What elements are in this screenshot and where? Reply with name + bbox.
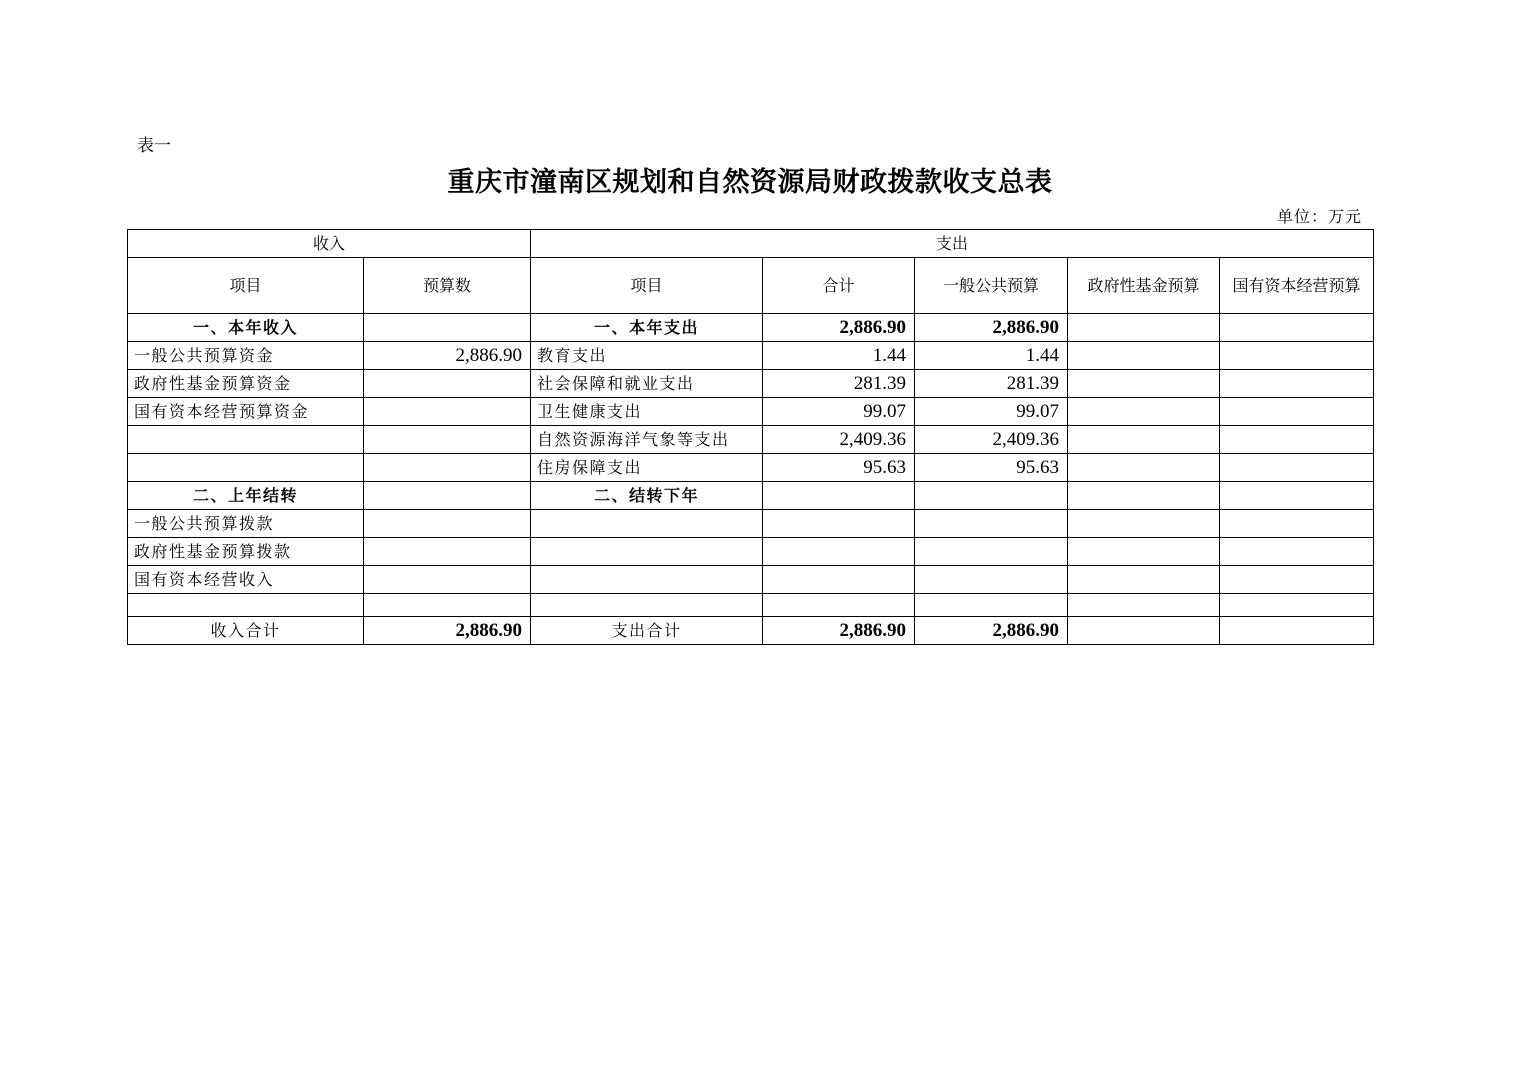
gov-fund-budget-header: 政府性基金预算 — [1068, 258, 1220, 314]
income-budget-cell — [364, 510, 531, 538]
income-budget-cell — [364, 370, 531, 398]
general-budget-cell: 99.07 — [915, 398, 1068, 426]
totals-row — [128, 617, 1374, 645]
income-item-cell — [128, 426, 364, 454]
state-capital-cell — [1220, 594, 1374, 617]
table-number-label: 表一 — [137, 136, 171, 156]
general-budget-total-value: 2,886.90 — [915, 617, 1068, 645]
total-header: 合计 — [763, 258, 915, 314]
total-cell: 1.44 — [763, 342, 915, 370]
general-budget-cell — [915, 538, 1068, 566]
group-header-row — [128, 230, 1374, 258]
expense-item-cell: 卫生健康支出 — [531, 398, 763, 426]
income-total-label: 收入合计 — [128, 617, 364, 645]
total-cell — [763, 566, 915, 594]
general-budget-cell — [915, 482, 1068, 510]
income-item-cell — [128, 594, 364, 617]
income-item-cell: 政府性基金预算资金 — [128, 370, 364, 398]
state-capital-cell — [1220, 314, 1374, 342]
income-item-header: 项目 — [128, 258, 364, 314]
expense-item-cell: 自然资源海洋气象等支出 — [531, 426, 763, 454]
state-capital-total-value — [1220, 617, 1374, 645]
general-budget-cell: 2,409.36 — [915, 426, 1068, 454]
gov-fund-cell — [1068, 426, 1220, 454]
general-budget-cell: 2,886.90 — [915, 314, 1068, 342]
total-cell — [763, 594, 915, 617]
general-budget-cell — [915, 594, 1068, 617]
expense-item-cell: 社会保障和就业支出 — [531, 370, 763, 398]
table-row — [128, 454, 1374, 482]
total-cell — [763, 510, 915, 538]
state-capital-cell — [1220, 426, 1374, 454]
gov-fund-cell — [1068, 538, 1220, 566]
income-item-cell: 一般公共预算拨款 — [128, 510, 364, 538]
gov-fund-cell — [1068, 594, 1220, 617]
state-capital-cell — [1220, 342, 1374, 370]
income-budget-cell — [364, 426, 531, 454]
income-budget-cell — [364, 454, 531, 482]
table-row — [128, 510, 1374, 538]
expense-item-cell: 二、结转下年 — [531, 482, 763, 510]
unit-label: 单位：万元 — [1276, 207, 1362, 226]
gov-fund-cell — [1068, 482, 1220, 510]
total-cell: 2,886.90 — [763, 314, 915, 342]
expense-item-cell — [531, 510, 763, 538]
income-total-value: 2,886.90 — [364, 617, 531, 645]
gov-fund-cell — [1068, 566, 1220, 594]
table-row — [128, 398, 1374, 426]
gov-fund-total-value — [1068, 617, 1220, 645]
general-budget-header: 一般公共预算 — [915, 258, 1068, 314]
gov-fund-cell — [1068, 314, 1220, 342]
income-budget-cell — [364, 566, 531, 594]
gov-fund-cell — [1068, 342, 1220, 370]
expense-item-cell: 一、本年支出 — [531, 314, 763, 342]
total-cell: 99.07 — [763, 398, 915, 426]
income-budget-cell: 2,886.90 — [364, 342, 531, 370]
table-row — [128, 594, 1374, 617]
state-capital-cell — [1220, 454, 1374, 482]
income-item-cell: 一般公共预算资金 — [128, 342, 364, 370]
table-row — [128, 538, 1374, 566]
table-row — [128, 314, 1374, 342]
income-group-header: 收入 — [128, 230, 531, 258]
total-cell — [763, 538, 915, 566]
income-item-cell: 国有资本经营收入 — [128, 566, 364, 594]
table-row — [128, 370, 1374, 398]
expense-total-value: 2,886.90 — [763, 617, 915, 645]
column-header-row — [128, 258, 1374, 314]
general-budget-cell: 281.39 — [915, 370, 1068, 398]
budget-summary-table — [127, 229, 1374, 645]
table-row — [128, 482, 1374, 510]
gov-fund-cell — [1068, 398, 1220, 426]
general-budget-cell: 1.44 — [915, 342, 1068, 370]
income-item-cell — [128, 454, 364, 482]
expense-item-cell — [531, 594, 763, 617]
general-budget-cell — [915, 510, 1068, 538]
gov-fund-cell — [1068, 370, 1220, 398]
table-row — [128, 342, 1374, 370]
expense-item-cell — [531, 566, 763, 594]
total-cell: 281.39 — [763, 370, 915, 398]
gov-fund-cell — [1068, 510, 1220, 538]
income-item-cell: 二、上年结转 — [128, 482, 364, 510]
income-budget-header: 预算数 — [364, 258, 531, 314]
expense-item-cell — [531, 538, 763, 566]
state-capital-budget-header: 国有资本经营预算 — [1220, 258, 1374, 314]
income-item-cell: 一、本年收入 — [128, 314, 364, 342]
general-budget-cell — [915, 566, 1068, 594]
income-budget-cell — [364, 538, 531, 566]
state-capital-cell — [1220, 566, 1374, 594]
expense-item-cell: 住房保障支出 — [531, 454, 763, 482]
table-row — [128, 566, 1374, 594]
expense-group-header: 支出 — [531, 230, 1374, 258]
state-capital-cell — [1220, 538, 1374, 566]
table-row — [128, 426, 1374, 454]
income-budget-cell — [364, 398, 531, 426]
document-title: 重庆市潼南区规划和自然资源局财政拨款收支总表 — [447, 167, 1053, 198]
general-budget-cell: 95.63 — [915, 454, 1068, 482]
income-item-cell: 政府性基金预算拨款 — [128, 538, 364, 566]
income-budget-cell — [364, 594, 531, 617]
gov-fund-cell — [1068, 454, 1220, 482]
total-cell: 2,409.36 — [763, 426, 915, 454]
expense-item-cell: 教育支出 — [531, 342, 763, 370]
income-budget-cell — [364, 314, 531, 342]
expense-total-label: 支出合计 — [531, 617, 763, 645]
total-cell: 95.63 — [763, 454, 915, 482]
state-capital-cell — [1220, 482, 1374, 510]
expense-item-header: 项目 — [531, 258, 763, 314]
income-item-cell: 国有资本经营预算资金 — [128, 398, 364, 426]
income-budget-cell — [364, 482, 531, 510]
state-capital-cell — [1220, 510, 1374, 538]
state-capital-cell — [1220, 370, 1374, 398]
state-capital-cell — [1220, 398, 1374, 426]
total-cell — [763, 482, 915, 510]
